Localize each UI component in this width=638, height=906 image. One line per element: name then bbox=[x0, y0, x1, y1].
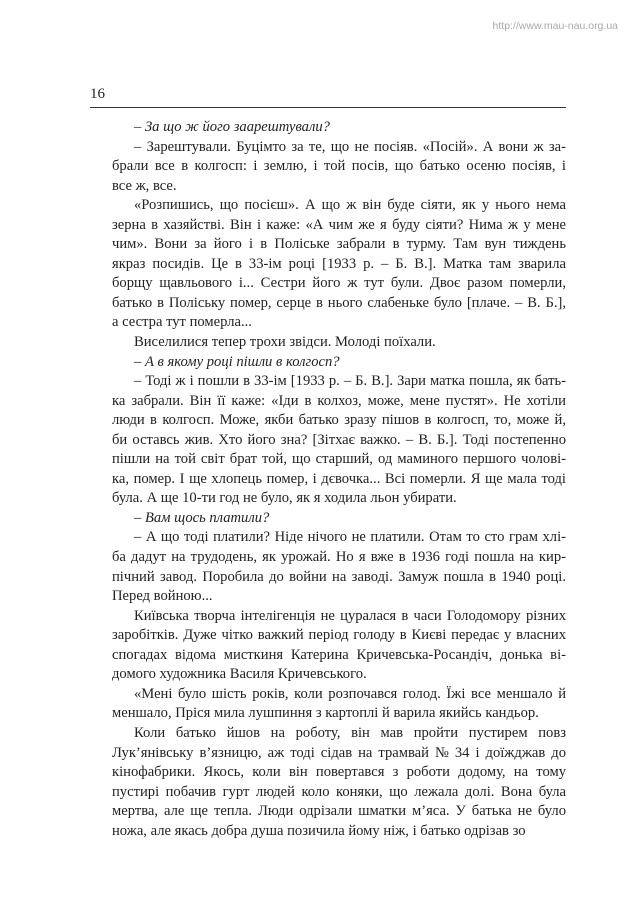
text-line: пішли на той світ брат той, що старший, од маминого першого чолові- bbox=[112, 451, 566, 468]
text-line: – За що ж його заарештували? bbox=[134, 119, 330, 135]
text-line: була. А ще 10-ти год не було, як я ходила льон убирати. bbox=[112, 490, 457, 507]
source-url: http://www.mau-nau.org.ua bbox=[492, 20, 618, 32]
text-line: Виселилися тепер трохи звідси. Молоді поїхали. bbox=[134, 334, 436, 351]
text-line: меншало, Пріся мила лушпиння з картоплі й варила якийсь кандьор. bbox=[112, 705, 539, 722]
body-text bbox=[90, 118, 566, 841]
text-line: Перед войною... bbox=[112, 588, 213, 605]
text-line: Лук’янівську в’язницю, аж тоді сідав на трамвай № 34 і доїжджав до bbox=[112, 744, 566, 761]
text-line: «Мені було шість років, коли розпочався голод. Їжі все меншало й bbox=[134, 685, 566, 702]
paragraph bbox=[90, 528, 566, 606]
page-number: 16 bbox=[90, 86, 105, 102]
paragraph bbox=[90, 607, 566, 685]
text-line: ножа, але якась добра душа позичила йому ніж, і батько одрізав зо bbox=[112, 822, 526, 839]
text-line: борщу щавльового і... Сестри його ж тут були. Двоє разом померли, bbox=[112, 275, 566, 292]
text-line: Коли батько йшов на роботу, він мав пройти пустирем повз bbox=[134, 724, 566, 741]
paragraph bbox=[90, 138, 566, 197]
text-line: кінофабрики. Якось, коли він повертався з роботи додому, на тому bbox=[112, 764, 566, 781]
text-line: «Розпишись, що посієш». А що ж він буде сіяти, як у нього нема bbox=[134, 197, 566, 214]
text-line: а сестра тут померла... bbox=[112, 314, 252, 331]
text-line: – Тоді ж і пошли в 33-ім [1933 р. – Б. В.]. Зари матка пошла, як бать- bbox=[134, 373, 566, 390]
text-line: Київська творча інтелігенція не цуралася в часи Голодомору різних bbox=[134, 607, 566, 624]
text-line: люди в колгосп. Може, якби батько зразу пішов в колгосп, то, може й, bbox=[112, 412, 566, 429]
text-line: спогадах відома мисткиня Катерина Кричевська-Росандіч, донька ві- bbox=[112, 646, 566, 663]
text-line: – Зарештували. Буцімто за те, що не посіяв. «Посій». А вони ж за- bbox=[134, 138, 566, 155]
text-line: – Вам щось платили? bbox=[134, 509, 270, 526]
header-rule bbox=[90, 107, 566, 108]
paragraph bbox=[90, 372, 566, 509]
text-line: ка забрали. Він її каже: «Іди в колхоз, може, мене пустят». Не хотіли bbox=[112, 392, 566, 409]
text-line: – А що тоді платили? Ніде нічого не платили. Отам то сто грам хлі- bbox=[134, 529, 566, 546]
text-line: все ж, все. bbox=[112, 177, 177, 194]
paragraph bbox=[90, 685, 566, 724]
text-line: зерна в хазяйстві. Він і каже: «А чим же я буду сіяти? Нима ж у мене bbox=[112, 216, 566, 233]
text-line: пустирі побачив гурт людей коло коняки, що лежала долі. Вона була bbox=[112, 783, 566, 800]
text-line: батько в Поліську помер, серце в нього слабеньке було [плаче. – В. Б.], bbox=[112, 294, 566, 311]
text-line: – А в якому році пішли в колгосп? bbox=[134, 353, 340, 370]
text-line: брали все в колгосп: і землю, і той посів, що батько осеню посіяв, і bbox=[112, 158, 566, 175]
text-line: пічний завод. Поробила до войни на заводі. Замуж пошла в 1940 році. bbox=[112, 568, 566, 585]
interview-question bbox=[90, 118, 566, 138]
interview-question bbox=[90, 353, 566, 373]
text-line: якраз посидів. Це в 33-ім році [1933 р. – Б. В.]. Матка там зварила bbox=[112, 255, 566, 272]
text-line: ба дадут на трудодень, як урожай. Но я вже в 1936 годі пошла на кир- bbox=[112, 549, 566, 566]
interview-question bbox=[90, 509, 566, 529]
paragraph bbox=[90, 196, 566, 333]
text-line: чим». Вони за його і в Поліське забрали в турму. Там вун тиждень bbox=[112, 236, 566, 253]
text-line: заробітків. Дуже чітко важкий період голоду в Києві передає у власних bbox=[112, 627, 566, 644]
text-line: би оставсь жив. Хто його зна? [Зітхає важко. – В. Б.]. Тоді постепенно bbox=[112, 431, 566, 448]
text-line: ка, помер. І ще хлопець помер, і дєвочка... Всі померли. Я ще мала тоді bbox=[112, 470, 566, 487]
text-line: мертва, але ще тепла. Люди одрізали шматки м’яса. У батька не було bbox=[112, 803, 566, 820]
paragraph bbox=[90, 724, 566, 841]
text-line: домого художника Василя Кричевського. bbox=[112, 666, 367, 683]
paragraph bbox=[90, 333, 566, 353]
